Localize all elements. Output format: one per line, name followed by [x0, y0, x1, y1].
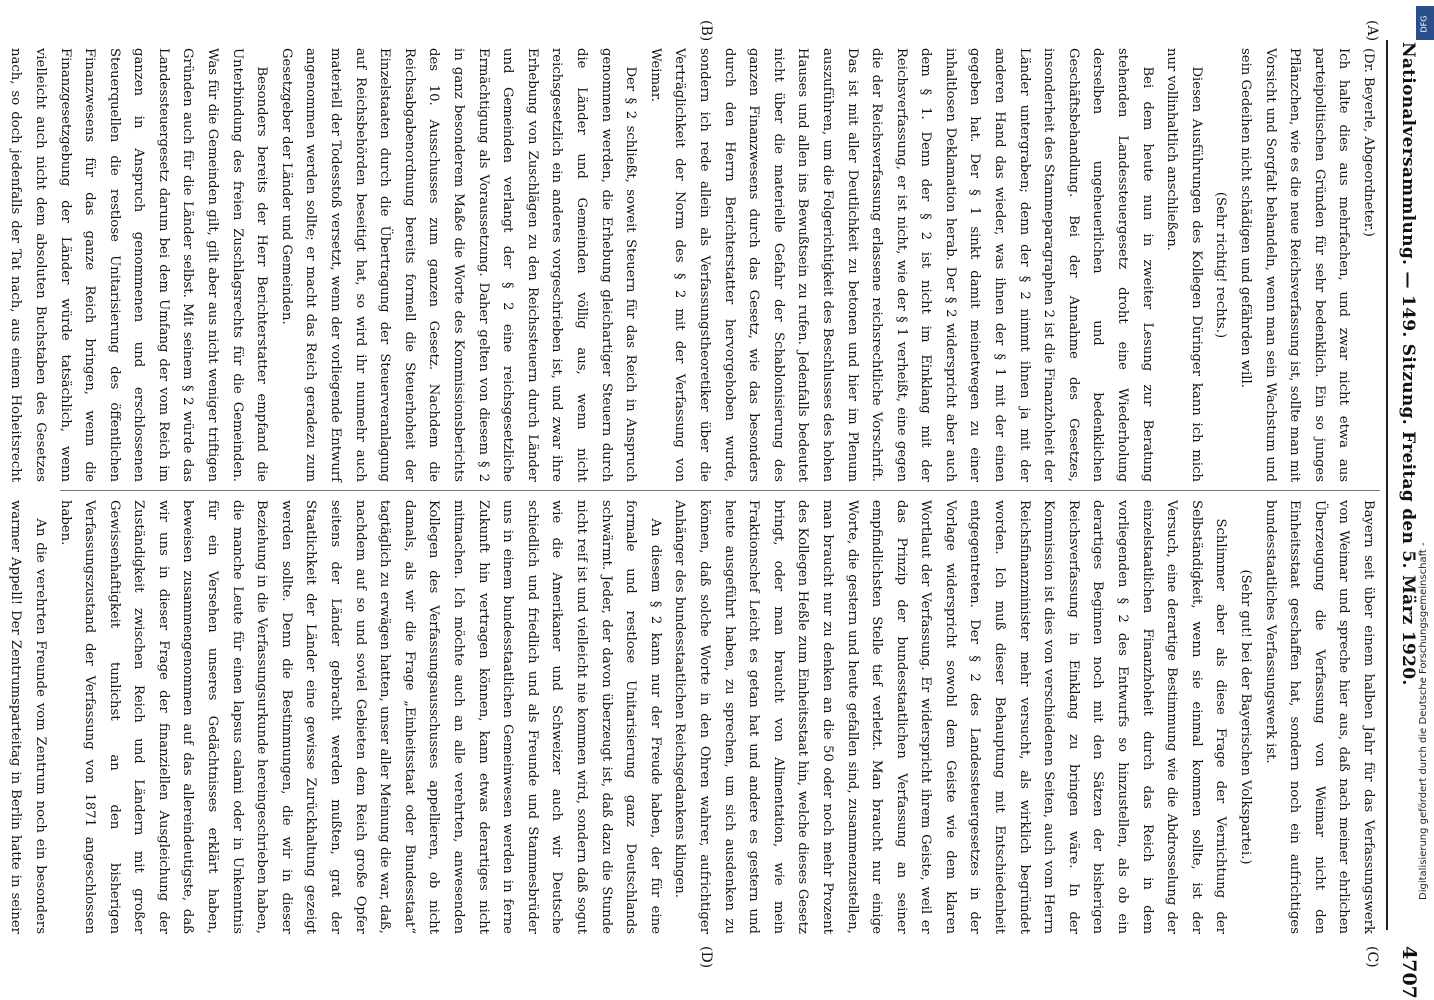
digitization-credit: Digitalisierung gefördert durch die Deutsche Forschungsgemeinschaft - — [1418, 542, 1429, 900]
right-column — [8, 500, 1380, 934]
paragraph: Der § 2 schließt, soweit Steuern für das Reich in Anspruch genommen werden, die Erhebung gleichartiger Steuern durch die Länder und Gemeinden völlig aus, wenn nicht reichsgesetzlich ein anderes vorgeschrieben ist, und zwar ihre Erhebung von Zuschlägen zu den Reichssteuern durch Länder und Gemeinden verlangt der § 2 eine reichsgesetzliche Ermächtigung als Voraussetzung. Daher gelten von diesem § 2 in ganz besonderem Maße die Worte des Kommissionsberichts des 10. Ausschusses zum ganzen Gesetz. Nachdem die Reichsabgabenordnung bereits formell die Steuerhoheit der Einzelstaaten durch die Übertragung der Steuerveranlagung auf Reichsbehörden beseitigt hat, so wird ihr nunmehr auch materiell der Todesstoß versetzt, wenn der vorliegende Entwurf angenommen werden sollte; er macht das Reich geradezu zum Gesetzgeber der Länder und Gemeinden. — [278, 48, 639, 482]
paragraph: Diesen Ausführungen des Kollegen Düringer kann ich mich nur vollinhaltlich anschließen. — [1164, 48, 1204, 482]
margin-marker-b: (B) — [698, 20, 714, 42]
paragraph: Besonders bereits der Herr Berichterstatter empfand die Unterbindung des freien Zuschlagsrechts für die Gemeinden. Was für die Gemeinden gilt, gilt aber aus nicht weniger triftigen Gründen auch für die Länder selbst. Mit seinem § 2 würde das Landessteuergesetz darum bei dem Umfang der vom Reich im ganzen in Anspruch genommenen und erschlossenen Steuerquellen die restlose Unitarisierung des öffentlichen Finanzwesens für das ganze Reich bringen, wenn die Finanzgesetzgebung der Länder würde tatsächlich, wenn vielleicht auch nicht dem absoluten Buchstaben des Gesetzes nach, so doch jedenfalls der Tat nach, aus einem Hoheitsrecht — [8, 48, 270, 482]
margin-marker-a: (A) — [1364, 20, 1380, 42]
column-divider — [60, 490, 1380, 491]
paragraph: Bei dem heute nun in zweiter Lesung zur Beratung stehenden Landessteuergesetz droht eine Wiederholung derselben ungeheuerlichen und bedenklichen Geschäftsbehandlung. Bei der Annahme des Gesetzes, insonderheit des Stammeparagraphen 2 ist die Finanzhoheit der Länder untergraben; denn der § 2 nimmt ihnen ja mit der anderen Hand das wieder, was ihnen der § 1 mit der einen gegeben hat. Der § 1 sinkt damit meinetwegen zu einer inhaltlosen Deklamation herab. Der § 2 widerspricht aber auch dem § 1. Denn der § 2 ist nicht im Einklang mit der Reichsverfassung, er ist nicht, wie der § 1 verheißt, eine gegen die der Reichsverfassung erlassene reichsrechtliche Vorschrift. Das ist mit aller Deutlichkeit zu betonen und hier im Plenum auszuführen, um die Folgerichtigkeit des Beschlusses des hohen Hauses und allen ins Bewußtsein zu rufen. Jedenfalls bedeutet nicht über die materielle Gefahr der Schablonisierung des ganzen Finanzwesens durch das Gesetz, wie das besonders durch den Herrn Berichterstatter hervorgehoben wurde, sondern ich rede allein als Verfassungstheoretiker über die Verträglichkeit der Norm des § 2 mit der Verfassung von Weimar. — [647, 48, 1155, 482]
header-rule — [1386, 40, 1388, 930]
paragraph: An diesem § 2 kann nur der Freude haben, der für eine formale und restlose Unitarisierung ganz Deutschlands schwärmt. Jeder, der davon überzeugt ist, daß dazu die Stunde nicht reif ist und vielleicht nie kommen wird, sondern daß sogut wie die Amerikaner und Schweizer auch wir Deutsche schiedlich und friedlich und als Freunde und Stammesbrüder uns in einem bundesstaatlichen Gemeinwesen werden in ferne Zukunft hin vertragen können, kann etwas derartiges nicht mitmachen. Ich möchte auch an alle verehrten, anwesenden Kollegen des Verfassungsausschusses appellieren, ob nicht damals, als wir die Frage „Einheitsstaat oder Bundesstaat“ tagtäglich zu erwägen hatten, unser aller Meinung die war, daß, nachdem auf so und soviel Gebieten dem Reich große Opfer seitens der Länder gebracht werden mußten, grat der Staatlichkeit der Länder eine gewisse Zurückhaltung gezeigt werden sollte. Denn die Bestimmungen, die wir in dieser Beziehung in die Verfassungsurkunde hereingeschrieben haben, die manche Leute für einen lapsus calami oder in Unkenntnis für ein Versehen unseres Gedächtnisses erklärt haben, beweisen zusammengenommen auf das allereindeutigste, daß wir uns in dieser Frage der finanziellen Ausgleichung der Zuständigkeit zwischen Reich und Ländern mit großer Gewissenhaftigkeit tunlichst an den bisherigen Verfassungszustand der Verfassung von 1871 angeschlossen haben. — [57, 500, 663, 934]
dfg-logo — [1416, 6, 1434, 40]
header-title: Nationalversammlung. — 149. Sitzung. Freitag den 5. März 1920. — [1398, 42, 1418, 686]
paragraph: (Sehr gut! bei der Bayerischen Volkspartei.) — [1238, 569, 1254, 865]
left-column — [8, 48, 1380, 482]
paragraph: Ich halte dies aus mehrfachen, und zwar nicht etwa aus parteipolitischen Gründen für sehr bedenklich. Ein so junges Pflänzchen, wie es die neue Reichsverfassung ist, sollte man mit Vorsicht und Sorgfalt behandeln, wenn man sein Wachstum und sein Gedeihen nicht schädigen und gefährden will. — [1238, 48, 1352, 482]
dfg-logo-text: DFG — [1419, 15, 1429, 33]
paragraph: (Sehr richtig! rechts.) — [1213, 191, 1229, 339]
paragraph: Bayern seit über einem halben Jahr für das Verfassungswerk von Weimar und spreche hier aus, daß nach meiner ehrlichen Überzeugung die Verfassung von Weimar nicht den Einheitsstaat geschaffen hat, sondern noch ein aufrichtiges bundesstaatliches Verfassungswerk ist. — [1262, 500, 1376, 934]
margin-marker-d: (D) — [698, 946, 714, 969]
paragraph: An die verehrten Freunde vom Zentrum noch ein besonders warmer Appell! Der Zentrumsparteitag in Berlin hatte in seiner — [8, 500, 48, 934]
paragraph: (Dr. Beyerle, Abgeordneter.) — [1361, 48, 1376, 237]
paragraph: Schlimmer aber als diese Frage der Vernichtung der Selbständigkeit, wenn sie einmal kommen sollte, ist der Versuch, eine derartige Bestimmung wie die Abdrosselung der einzelstaatlichen Finanzhoheit durch das Reich in dem vorliegenden § 2 des Entwurfs so hinzustellen, als ob ein derartiges Beginnen noch mit den Sätzen der bisherigen Reichsverfassung in Einklang zu bringen wäre. In der Kommission ist dies von verschiedenen Seiten, auch vom Herrn Reichsfinanzminister mehr versucht, als wirklich begründet worden. Ich muß dieser Behauptung mit Entschiedenheit entgegentreten. Der § 2 des Landessteuergesetzes in der Vorlage widerspricht sowohl dem Geiste wie dem klaren Wortlaut der Verfassung. Er widerspricht ihrem Geiste, weil er das Prinzip der bundesstaatlichen Verfassung an seiner empfindlichsten Stelle tief verletzt. Man braucht nur einige Worte, die gestern und heute gefallen sind, zusammenzustellen, man braucht nur zu denken an die 50 oder noch mehr Prozent des Kollegen Heßle zum Einheitsstaat hin, welche dieses Gesetz bringt, oder man braucht von Alimentation, wie mein Fraktionschef Leicht es getan hat und andere es gestern und heute ausgeführt haben, zu sprechen, um sich ausdenken zu können, daß solche Worte in den Ohren wahrer, aufrichtiger Anhänger des bundesstaatlichen Reichsgedankens klingen. — [672, 500, 1229, 934]
page-number: 4707 — [1398, 946, 1420, 999]
margin-marker-c: (C) — [1364, 946, 1380, 968]
running-header — [1390, 42, 1418, 930]
